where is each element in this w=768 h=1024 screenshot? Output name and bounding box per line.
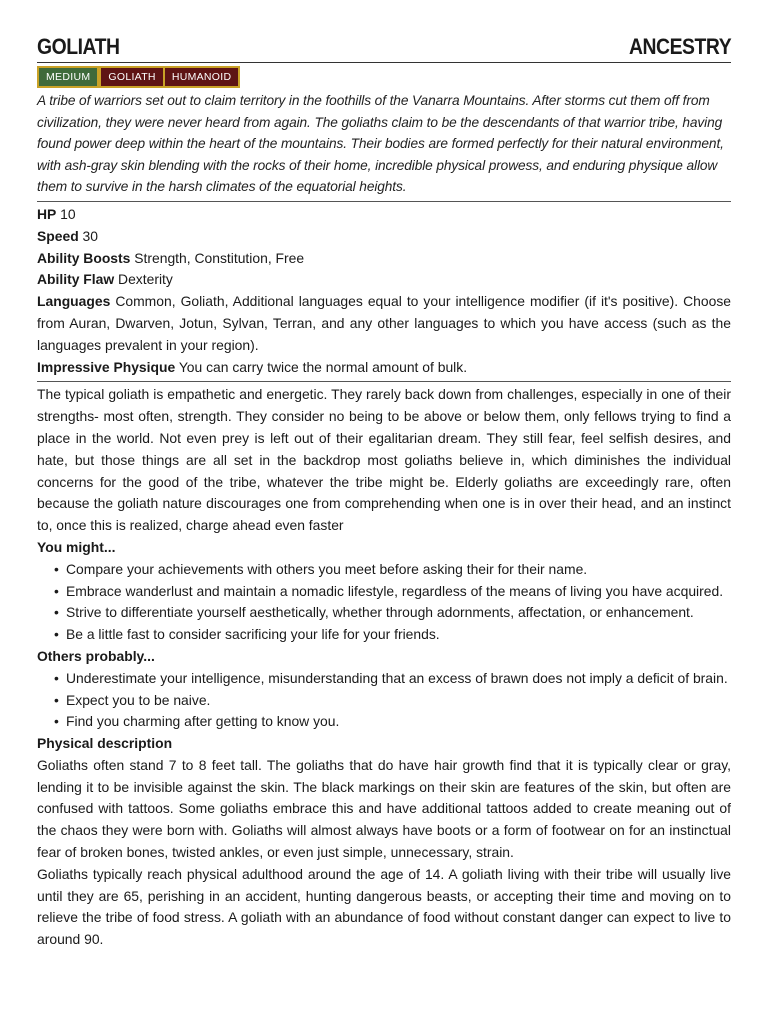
intro-paragraph: The typical goliath is empathetic and energetic. They rarely back down from challenges, especially in one of their strengths- most often, strength. They consider no being to be above or below them, only fellows trying to find a place in the world. Not even prey is left out of their egalitarian dream. They still fear, feel selfish desires, and hate, but those things are all set in the backdrop most goliaths believe in, which diminishes the individual concerns for the good of the tribe, whatever the tribe might be. Elderly goliaths are exceedingly rare, often because the goliath nature discourages one from comprehending when one is in over their head, and an instinct to, once this is realized, charge ahead even faster — [37, 386, 731, 534]
others-probably-list — [37, 668, 731, 733]
stat-label: Ability Boosts — [37, 249, 131, 266]
physical-paragraph: Goliaths often stand 7 to 8 feet tall. The goliaths that do have hair growth find that it is typically clear or gray, lending it to be invisible against the skin. The black markings on their skin are features of the skin, but often are confused with tattoos. Some goliaths embrace this and have additional tattoos added to create meaning out of the chaos they were born with. Goliaths will almost always have boots or a form of footwear on for an instinctual fear of broken bones, twisted ankles, or even just simple, unnecessary, strain. — [37, 756, 731, 861]
ancestry-title: GOLIATH — [37, 34, 120, 59]
stat-languages — [37, 291, 731, 356]
list-item: • Compare your achievements with others you meet before asking their for their name. — [66, 559, 731, 581]
stat-ability-boosts — [37, 248, 731, 270]
trait-size: MEDIUM — [37, 66, 99, 88]
trait-ancestry: GOLIATH — [99, 66, 164, 88]
trait-creature-type: HUMANOID — [165, 66, 241, 88]
stat-value: You can carry twice the normal amount of bulk. — [178, 358, 468, 375]
list-item: • Embrace wanderlust and maintain a nomadic lifestyle, regardless of the means of living you have acquired. — [66, 581, 731, 603]
list-item: • Expect you to be naive. — [66, 690, 731, 712]
stat-impressive-physique — [37, 357, 731, 379]
stat-ability-flaw — [37, 269, 731, 291]
flavor-text: A tribe of warriors set out to claim territory in the foothills of the Vanarra Mountains. After storms cut them off from civilization, they were never heard from again. The goliaths claim to be the descendants of that warrior tribe, having found power deep within the heart of the mountains. Their bodies are formed perfectly for their natural environment, with ash-gray skin blending with the rocks of their home, incredible physical prowess, and enduring physique allow them to survive in the harsh climates of the equatorial heights. — [37, 93, 724, 195]
description-body — [37, 384, 731, 951]
others-probably-heading: Others probably... — [37, 647, 155, 664]
list-item: • Find you charming after getting to know you. — [66, 711, 731, 733]
trait-list — [37, 66, 731, 88]
divider — [37, 201, 731, 202]
stat-block — [37, 204, 731, 378]
list-item: • Underestimate your intelligence, misunderstanding that an excess of brawn does not imply a deficit of brain. — [66, 668, 731, 690]
physical-description-heading: Physical description — [37, 735, 173, 752]
stat-label: Speed — [37, 227, 79, 244]
stat-value: 30 — [82, 227, 98, 244]
stat-label: Ability Flaw — [37, 271, 115, 288]
stat-value: Common, Goliath, Additional languages equal to your intelligence modifier (if it's positive). Choose from Auran, Dwarven, Jotun, Sylvan, Terran, and any other languages to which you have access (such as the languages prevalent in your region). — [37, 293, 731, 353]
stat-value: Dexterity — [118, 271, 173, 288]
page-header — [37, 30, 731, 60]
stat-speed — [37, 226, 731, 248]
stat-label: Impressive Physique — [37, 358, 176, 375]
you-might-heading: You might... — [37, 538, 116, 555]
physical-paragraph: Goliaths typically reach physical adulthood around the age of 14. A goliath living with their tribe will usually live until they are 65, perishing in an accident, hunting dangerous beasts, or accepting their time and moving on to relieve the tribe of food stress. A goliath with an abundance of food without constant danger can expect to live to around 90. — [37, 865, 731, 948]
stat-value: 10 — [60, 205, 76, 222]
entry-category: ANCESTRY — [628, 34, 731, 59]
stat-label: HP — [37, 205, 57, 222]
you-might-list — [37, 559, 731, 646]
list-item: • Be a little fast to consider sacrificing your life for your friends. — [66, 624, 731, 646]
divider — [37, 381, 731, 382]
list-item: • Strive to differentiate yourself aesthetically, whether through adornments, affectation, or enhancement. — [66, 602, 731, 624]
stat-label: Languages — [37, 293, 111, 310]
header-rule — [37, 62, 731, 63]
stat-value: Strength, Constitution, Free — [134, 249, 305, 266]
stat-hp — [37, 204, 731, 226]
